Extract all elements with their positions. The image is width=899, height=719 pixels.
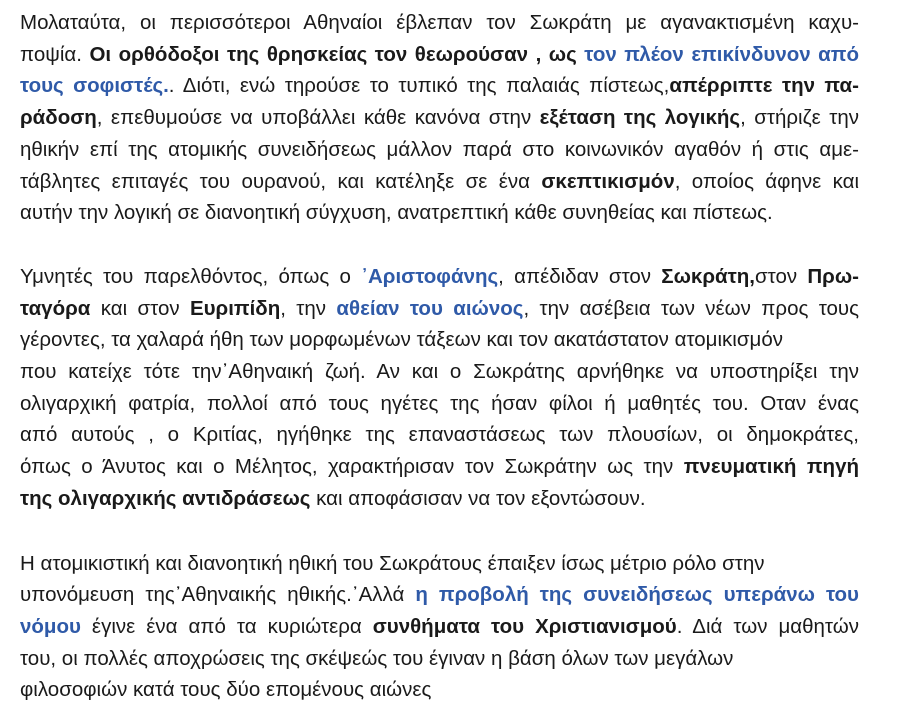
text-run: . Διότι, ενώ τηρούσε το τυπικό της παλαιάς πίστεως, <box>168 74 670 98</box>
text-line <box>20 419 859 451</box>
bold-text: πνευματική πηγή <box>683 455 859 479</box>
text-run: Η ατομικιστική και διανοητική ηθική του Σωκράτους έπαιξεν ίσως μέτριο ρόλο στην <box>20 551 765 575</box>
text-run: Υμνητές του παρελθόντος, όπως ο <box>20 264 362 288</box>
text-run: , απέδιδαν στον <box>498 264 662 288</box>
text-line <box>20 579 859 611</box>
text-line <box>20 197 859 229</box>
text-run: υπονόμευση της᾽Αθηναικής ηθικής.᾽Αλλά <box>20 583 416 607</box>
bold-text: Οι ορθόδοξοι της θρησκείας τον θεωρούσαν , ως <box>89 42 585 66</box>
text-line <box>20 102 859 134</box>
text-run: ολιγαρχική φατρία, πολλοί από τους ηγέτες της ήσαν φίλοι ή μαθητές του. Οταν ένας <box>20 391 859 415</box>
text-run: τάβλητες επιταγές του ουρανού, και κατέληξε σε ένα <box>20 169 542 193</box>
text-line <box>20 166 859 198</box>
text-run: , οποίος άφηνε και <box>674 169 859 193</box>
text-line <box>20 356 859 388</box>
paragraph-1 <box>20 7 859 229</box>
text-line <box>20 70 859 102</box>
bold-text: της ολιγαρχικής αντιδράσεως <box>20 486 311 510</box>
bold-text: εξέταση της λογικής <box>539 106 741 130</box>
text-run: ποψία. <box>20 42 90 66</box>
highlight-text: η προβολή της συνειδήσεως υπεράνω του <box>415 583 859 607</box>
text-line <box>20 39 859 71</box>
text-line <box>20 388 859 420</box>
text-line <box>20 134 859 166</box>
text-run: αυτήν την λογική σε διανοητική σύγχυση, ανατρεπτική κάθε συνηθείας και πίστεως. <box>20 201 773 225</box>
text-run: , επεθυμούσε να υποβάλλει κάθε κανόνα στην <box>96 106 540 130</box>
bold-text: σκεπτικισμόν <box>541 169 675 193</box>
text-run: από αυτούς , ο Κριτίας, ηγήθηκε της επαναστάσεως των πλουσίων, οι δημοκράτες, <box>20 423 859 447</box>
bold-text: ταγόρα <box>20 296 91 320</box>
highlight-text: νόμου <box>20 614 81 638</box>
bold-text: ράδοση <box>20 106 97 130</box>
bold-text: απέρριπτε την πα- <box>669 74 859 98</box>
text-run: στον <box>755 264 808 288</box>
text-run: έγινε ένα από τα κυριώτερα <box>80 614 373 638</box>
paragraph-gap <box>20 229 859 261</box>
text-run: και στον <box>90 296 190 320</box>
text-line <box>20 7 859 39</box>
text-run: του, οι πολλές αποχρώσεις της σκέψεώς του έγιναν η βάση όλων των μεγάλων <box>20 646 734 670</box>
text-run: . Διά των μαθητών <box>676 614 859 638</box>
highlight-text: τους σοφιστές. <box>20 74 169 98</box>
highlight-text: αθείαν του αιώνος <box>336 296 524 320</box>
paragraph-3 <box>20 548 859 707</box>
text-run: όπως ο Άνυτος και ο Μέλητος, χαρακτήρισαν τον Σωκράτην ως την <box>20 455 684 479</box>
bold-text: Πρω- <box>807 264 859 288</box>
text-line <box>20 293 859 325</box>
text-line <box>20 451 859 483</box>
highlight-text: τον πλέον επικίνδυνον από <box>584 42 859 66</box>
highlight-text: ᾽Αριστοφάνης <box>361 264 499 288</box>
text-line <box>20 483 859 515</box>
text-run: , την ασέβεια των νέων προς τους <box>523 296 860 320</box>
bold-text: Ευριπίδη <box>189 296 281 320</box>
text-run: φιλοσοφιών κατά τους δύο επομένους αιώνες <box>20 678 432 702</box>
paragraph-gap <box>20 515 859 548</box>
text-line <box>20 261 859 293</box>
text-run: , στήριζε την <box>740 106 859 130</box>
paragraph-2 <box>20 261 859 515</box>
text-run: γέροντες, τα χαλαρά ήθη των μορφωμένων τάξεων και τον ακατάστατον ατομικισμόν <box>20 328 783 352</box>
text-line <box>20 548 859 580</box>
text-run: και αποφάσισαν να τον εξοντώσουν. <box>310 486 646 510</box>
text-line <box>20 643 859 675</box>
text-run: ηθικήν επί της ατομικής συνειδήσεως μάλλον παρά στο κοινωνικόν αγαθόν ή στις αμε- <box>20 137 859 161</box>
text-run: , την <box>280 296 337 320</box>
bold-text: συνθήματα του Χριστιανισμού <box>372 614 677 638</box>
text-line <box>20 324 859 356</box>
text-run: Μολαταύτα, οι περισσότεροι Αθηναίοι έβλεπαν τον Σωκράτη με αγανακτισμένη καχυ- <box>20 11 859 34</box>
bold-text: Σωκράτη, <box>661 264 755 288</box>
text-run: που κατείχε τότε την᾽Αθηναική ζωή. Αν και ο Σωκράτης αρνήθηκε να υποστηρίξει την <box>20 360 859 384</box>
text-line <box>20 674 859 706</box>
text-line <box>20 611 859 643</box>
